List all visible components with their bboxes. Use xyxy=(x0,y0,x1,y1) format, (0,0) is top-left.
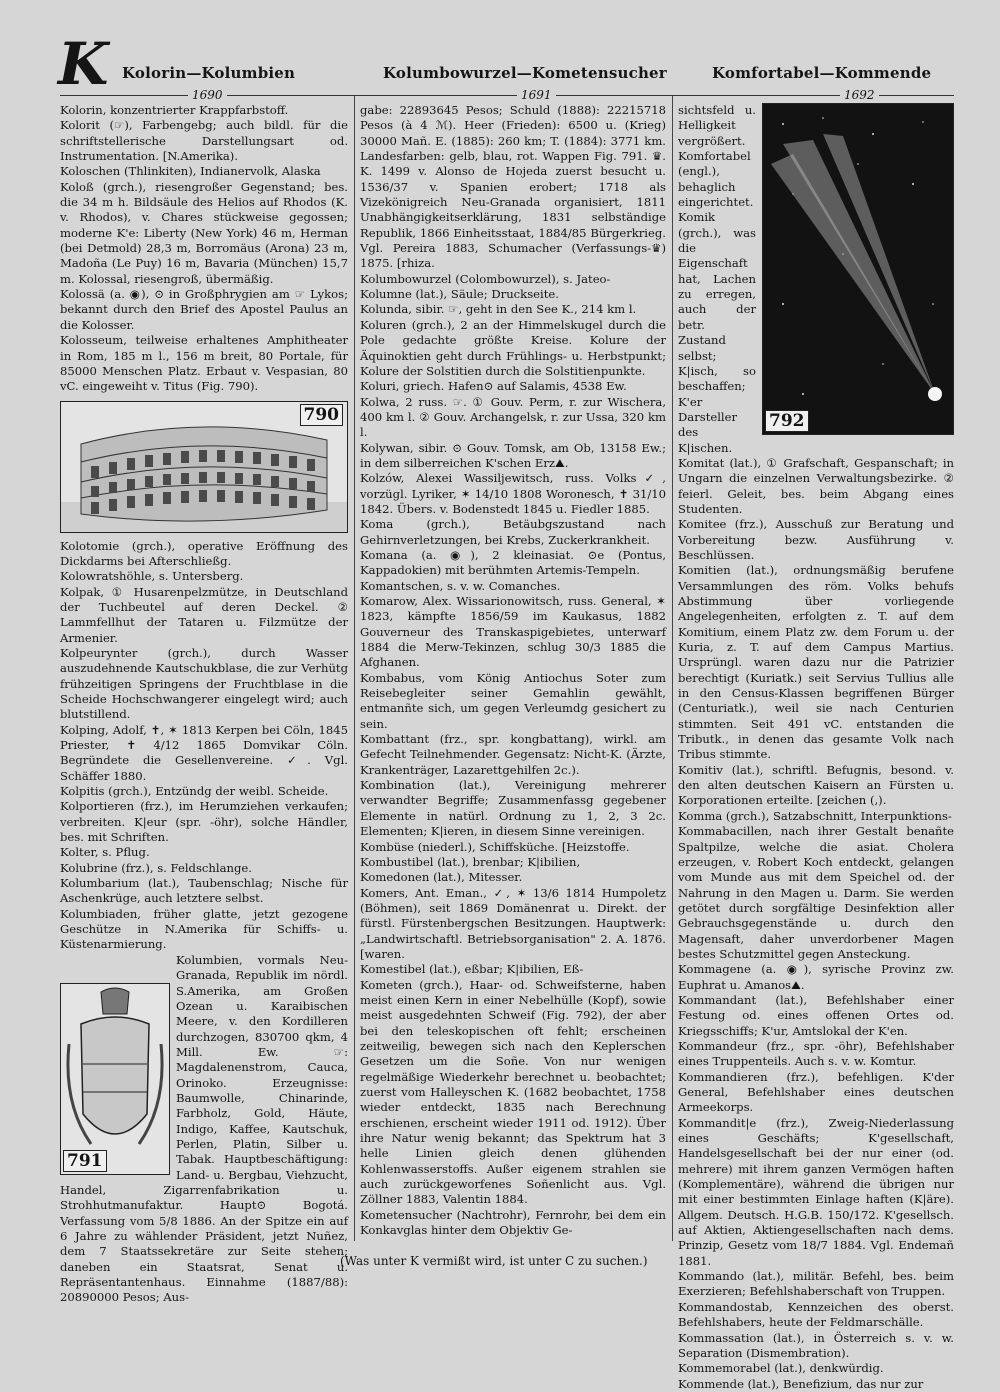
entry: Komitien (lat.), ordnungsmäßig berufene Versammlungen des röm. Volks behufs Abstimmung über vorliegende Angelegenheiten, erfolgten z. T. auf dem Komitium, einem Platz zw. dem Forum u. der Kuria, z. T. auf dem Campus Martius. Ursprüngl. waren dazu nur die Patrizier berechtigt (Kuriatk.) seit Servius Tullius alle in den Census-Klassen begriffenen Bürger (Centuriatk.), weil sie nach Centurien stimmten. Seit 491 vC. entstanden die Tributk., in denen das gesamte Volk nach Tribus stimmte. xyxy=(678,563,954,762)
figure-number-792: 792 xyxy=(765,410,809,432)
header-left: Kolorin—Kolumbien xyxy=(122,64,296,82)
entry: Kommagene (a. ◉), syrische Provinz zw. Euphrat u. Amanos⛰. xyxy=(678,962,954,992)
entry: Komfortabel (engl.), behaglich eingerichtet. xyxy=(678,149,754,210)
entry: Kommandit|e (frz.), Zweig-Niederlassung eines Geschäfts; K'gesellschaft, Handelsgesellschaft bei der nur einer (od. mehrere) mit ihrem ganzen Vermögen haften (Komplementäre), während die übrigen nur mit einer bestimmten Einlage haften (K|äre). Allgem. Deutsch. H.G.B. 150/172. K'gesellsch. auf Aktien, Aktiengesellschaften nach dems. Prinzip, Gesetz vom 18/7 1884. Vgl. Endemañ 1881. xyxy=(678,1115,954,1268)
entry: Koluren (grch.), 2 an der Himmelskugel durch die Pole gedachte größte Kreise. Kolure der Äquinoktien geht durch Frühlings- u. Herbstpunkt; Kolure der Solstitien durch die Solstitienpunkte. xyxy=(360,317,666,378)
page-footnote: (Was unter K vermißt wird, ist unter C zu suchen.) xyxy=(340,1254,648,1268)
header-right: Komfortabel—Kommende xyxy=(712,64,932,82)
entry: Komedonen (lat.), Mitesser. xyxy=(360,870,523,885)
entry: Kometen (grch.), Haar- od. Schweifsterne, haben meist einen Kern in einer Nebelhülle (Kopf), sowie meist ausgedehnten Schweif (Fig. 792), der aber bei den teleskopischen oft fehlt; erscheinen zeitweilig, bewegen sich nach den Keplerschen Gesetzen um die Soñe. Von nur wenigen regelmäßige Wiederkehr berechnet u. beobachtet; zuerst vom Halleyschen K. (1682 beobachtet, 1758 wieder entdeckt, 1835 nach Berechnung erschienen, erscheint wieder 1911 od. 1912). Über ihre Natur wenig bekannt; das Spektrum hat 3 helle Linien gleich denen glühenden Kohlenwasserstoffs. Außer eigenem strahlen sie auch zurückgeworfenes Soñenlicht aus. Vgl. Zöllner 1883, Valentin 1884. xyxy=(360,977,666,1207)
entry: Kommandeur (frz., spr. -öhr), Befehlshaber eines Truppenteils. Auch s. v. w. Komtur. xyxy=(678,1038,954,1069)
entry: Komantschen, s. v. w. Comanches. xyxy=(360,578,561,593)
entry: Komana (a. ◉), 2 kleinasiat. ⊙e (Pontus, Kappadokien) mit berühmten Artemis-Tempeln. xyxy=(360,547,666,578)
entry: Kolpitis (grch.), Entzündg der weibl. Scheide. xyxy=(60,784,329,799)
column-right xyxy=(678,103,954,1391)
figure-number-791: 791 xyxy=(63,1150,107,1172)
entry: Kolumbarium (lat.), Taubenschlag; Nische für Aschenkrüge, auch letztere selbst. xyxy=(60,876,348,906)
entry: Kommassation (lat.), in Österreich s. v. w. Separation (Dismembration). xyxy=(678,1330,954,1360)
entry: Kombüse (niederl.), Schiffsküche. [Heizstoffe. xyxy=(360,839,630,854)
entry: Komarow, Alex. Wissarionowitsch, russ. General, ✶ 1823, kämpfte 1856/59 im Kaukasus, 1882 Gouverneur des Transkaspigebietes, unterwarf 1884 die Merw-Tekinzen, schlug 30/3 1885 die Afghanen. xyxy=(360,594,666,670)
entry: Kolpeurynter (grch.), durch Wasser auszudehnende Kautschukblase, die zur Verhütg frühzeitigen Springens der Fruchtblase in die Scheide Hochschwangerer eingelegt wird; auch blutstillend. xyxy=(60,645,348,722)
entry: Kolter, s. Pflug. xyxy=(60,845,150,860)
entry: Kombabus, vom König Antiochus Soter zum Reisebegleiter seiner Gemahlin gewählt, entmanñte sich, um gegen Verleumdg gesichert zu sein. xyxy=(360,670,666,731)
entry: Kometensucher (Nachtrohr), Fernrohr, bei dem ein Konkavglas hinter dem Objektiv Ge- xyxy=(360,1207,666,1238)
section-letter: K xyxy=(58,30,109,98)
entry: Kolumbowurzel (Colombowurzel), s. Jateo- xyxy=(360,271,611,286)
figure-colosseum xyxy=(60,401,348,533)
entry: Kommabacillen, nach ihrer Gestalt benañte Spaltpilze, welche die asiat. Cholera erzeugen, v. Robert Koch entdeckt, gelangen vom Munde aus mit dem Speichel od. der Nahrung in den Magen u. Darm. Sie werden getötet durch sorgfältige Desinfektion aller Gebrauchsgegenstände u. durch den Magensaft, daher unverdorbener Magen bestes Schutzmittel gegen Ansteckung. xyxy=(678,824,954,961)
entry: Kombattant (frz., spr. kongbattang), wirkl. am Gefecht Teilnehmender. Gegensatz: Nicht-K. (Ärzte, Krankenträger, Lazarettgehilfen 2c.). xyxy=(360,732,666,777)
entry: Kommandieren (frz.), befehligen. K'der General, Befehlshaber eines deutschen Armeekorps. xyxy=(678,1069,954,1115)
column-divider-2 xyxy=(672,96,673,1241)
entry: Kolossä (a. ◉), ⊙ in Großphrygien am ☞ Lykos; bekannt durch den Brief des Apostel Paulus an die Kolosser. xyxy=(60,287,348,332)
page-number-right: 1692 xyxy=(840,88,879,102)
entry: Kolumbien, vormals Neu-Granada, Republik im nördl. S.Amerika, am Großen Ozean u. Karaibischen Meere, v. den Kordilleren durchzogen, 830700 qkm, 4 Mill. Ew. ☞: Magdalenenstrom, Cauca, Orinoko. Erzeugnisse: Baumwolle, Chinarinde, Farbholz, Gold, Häute, Indigo, Kaffee, Kautschuk, Perlen, Platin, Silber u. Tabak. Hauptbeschäftigung: Land- u. Bergbau, Viehzucht, Handel, Zigarrenfabrikation u. Strohhutmanufaktur. Haupt⊙ Bogotá. Verfassung vom 5/8 1886. An der Spitze ein auf 6 Jahre zu wählender Präsident, jetzt Nuñez, dem 7 Staatssekretäre zur Seite stehen; daneben ein Staatsrat, Senat u. Repräsentantenhaus. Einnahme (1887/88): 20890000 Pesos; Aus- xyxy=(60,952,348,1305)
entry: Koloschen (Thlinkiten), Indianervolk, Alaska xyxy=(60,164,321,179)
coat-of-arms-illustration xyxy=(61,984,169,1174)
entry: Kolorit (☞), Farbengebg; auch bildl. für die schriftstellerische Darstellungsart od. Instrumentation. [N.Amerika). xyxy=(60,118,348,164)
entry: Kolowratshöhle, s. Untersberg. xyxy=(60,569,244,584)
column-divider-1 xyxy=(354,96,355,1241)
entry: Kommandostab, Kennzeichen des oberst. Befehlshabers, heute der Feldmarschälle. xyxy=(678,1299,954,1330)
entry: Kolunda, sibir. ☞, geht in den See K., 214 km l. xyxy=(360,302,637,317)
entry: Komestibel (lat.), eßbar; K|ibilien, Eß- xyxy=(360,962,584,977)
page-number-left: 1690 xyxy=(188,88,227,102)
figure-number-790: 790 xyxy=(300,404,344,426)
entry: Koma (grch.), Betäubgszustand nach Gehirnverletzungen, bei Krebs, Zuckerkrankheit. xyxy=(360,517,666,547)
entry: Komers, Ant. Eman., ✓, ✶ 13/6 1814 Humpoletz (Böhmen), seit 1869 Domänenrat u. Direkt. der fürstl. Fürstenbergschen Besitzungen. Hauptwerk: „Landwirtschaftl. Betriebsorganisation" 2. A. 1876. [waren. xyxy=(360,885,666,961)
entry: Komitee (frz.), Ausschuß zur Beratung und Vorbereitung bezw. Ausführung v. Beschlüssen. xyxy=(678,517,954,562)
column-left xyxy=(60,103,348,1305)
entry: Kolubrine (frz.), s. Feldschlange. xyxy=(60,860,252,875)
entry: Kolwa, 2 russ. ☞. ① Gouv. Perm, r. zur Wischera, 400 km l. ② Gouv. Archangelsk, r. zur Ussa, 320 km l. xyxy=(360,394,666,440)
entry: Komitiv (lat.), schriftl. Befugnis, besond. v. den alten deutschen Kaisern an Fürsten u. Korporationen erteilte. [zeichen (,). xyxy=(678,762,954,808)
entry: Komik (grch.), was die Eigenschaft hat, Lachen zu erregen, auch der betr. Zustand selbst; K|isch, so beschaffen; K'er Darsteller des K|ischen. xyxy=(678,210,756,455)
entry: Kolotomie (grch.), operative Eröffnung des Dickdarms bei Afterschließg. xyxy=(60,538,348,568)
entry: Kombination (lat.), Vereinigung mehrerer verwandter Begriffe; Zusammenfassg gegebener Elemente in natürl. Ordnung zu 1, 2, 3 2c. Elementen; K|ieren, in diesem Sinne vereinigen. xyxy=(360,778,666,839)
entry: Kolportieren (frz.), im Herumziehen verkaufen; verbreiten. K|eur (spr. -öhr), solche Händler, bes. mit Schriften. xyxy=(60,799,348,845)
page-number-middle: 1691 xyxy=(517,88,556,102)
entry: sichtsfeld u. Helligkeit vergrößert. xyxy=(678,103,756,148)
entry: Komitat (lat.), ① Grafschaft, Gespanschaft; in Ungarn die einzelnen Verwaltungsbezirke. ② feierl. Geleit, bes. beim Abgang eines Studenten. xyxy=(678,455,954,516)
entry: gabe: 22893645 Pesos; Schuld (1888): 22215718 Pesos (à 4 ℳ). Heer (Frieden): 6500 u. (Krieg) 30000 Mañ. E. (1885): 260 km; T. (1884): 3771 km. Landesfarben: gelb, blau, rot. Wappen Fig. 791. ♛. K. 1499 v. Alonso de Hojeda zuerst besucht u. 1536/37 v. Spanien erobert; 1718 als Vizekönigreich Neu-Granada organisiert, 1811 Unabhängigkeitserklärung, 1831 selbständige Republik, 1866 Einheitsstaat, 1884/85 Bürgerkrieg. Vgl. Pereira 1883, Schumacher (Verfassungs-♛) 1875. [rhiza. xyxy=(360,103,666,271)
entry: Kolpak, ① Husarenpelzmütze, in Deutschland der Tuchbeutel auf deren Deckel. ② Lammfellhut der Tataren u. Filzmütze der Armenier. xyxy=(60,584,348,645)
figure-coat-of-arms xyxy=(60,983,170,1175)
entry: Kombustibel (lat.), brenbar; K|ibilien, xyxy=(360,854,581,869)
entry: Kommandant (lat.), Befehlshaber einer Festung od. eines offenen Ortes od. Kriegsschiffs; K'ur, Amtslokal der K'en. xyxy=(678,992,954,1038)
entry: Kolywan, sibir. ⊙ Gouv. Tomsk, am Ob, 13158 Ew.; in dem silberreichen K'schen Erz⛰. xyxy=(360,440,666,470)
entry: Koloß (grch.), riesengroßer Gegenstand; bes. die 34 m h. Bildsäule des Helios auf Rhodos (K. v. Rhodos), v. Chares stückweise gegossen; moderne K'e: Liberty (New York) 46 m, Herman (bei Detmold) 28,3 m, Borromäus (Arona) 23 m, Madoña (Le Puy) 16 m, Bavaria (München) 15,7 m. Kolossal, riesengroß, übermäßig. xyxy=(60,179,348,286)
entry: Kommando (lat.), militär. Befehl, bes. beim Exerzieren; Befehlshaberschaft von Truppen. xyxy=(678,1269,954,1299)
entry: Kommemorabel (lat.), denkwürdig. xyxy=(678,1361,884,1376)
entry: Kolumne (lat.), Säule; Druckseite. xyxy=(360,287,559,302)
entry: Kolosseum, teilweise erhaltenes Amphitheater in Rom, 185 m l., 156 m breit, 80 Portale, für 85000 Menschen Platz. Erbaut v. Vespasian, 80 vC. eingeweiht v. Titus (Fig. 790). xyxy=(60,333,348,394)
entry: Koluri, griech. Hafen⊙ auf Salamis, 4538 Ew. xyxy=(360,379,627,394)
comet-illustration xyxy=(763,104,953,434)
entry: Kolzów, Alexei Wassiljewitsch, russ. Volks✓, vorzügl. Lyriker, ✶ 14/10 1808 Woronesch, ✝ 31/10 1842. Übers. v. Bodenstedt 1845 u. Fiedler 1885. xyxy=(360,471,666,516)
column-middle xyxy=(360,103,666,1249)
figure-comet xyxy=(762,103,954,435)
header-middle: Kolumbowurzel—Kometensucher xyxy=(383,64,667,82)
entry: Kolorin, konzentrierter Krappfarbstoff. xyxy=(60,103,289,117)
entry: Komma (grch.), Satzabschnitt, Interpunktions- xyxy=(678,808,952,823)
entry: Kolping, Adolf, ✝, ✶ 1813 Kerpen bei Cöln, 1845 Priester, ✝ 4/12 1865 Domvikar Cöln. Begründete die Gesellenvereine. ✓. Vgl. Schäffer 1880. xyxy=(60,722,348,783)
entry: Kolumbiaden, früher glatte, jetzt gezogene Geschütze in N.Amerika für Schiffs- u. Küstenarmierung. xyxy=(60,906,348,952)
entry: Kommende (lat.), Benefizium, das nur zur xyxy=(678,1376,924,1391)
